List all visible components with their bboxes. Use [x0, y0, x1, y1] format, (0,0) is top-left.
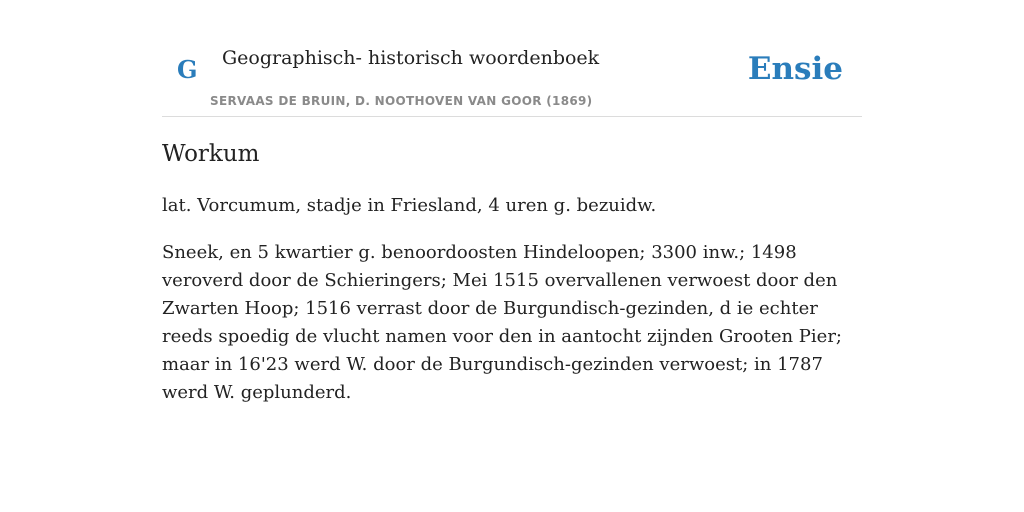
entry-title: Workum	[162, 141, 260, 167]
site-header	[162, 0, 862, 117]
entry-paragraph: lat. Vorcumum, stadje in Friesland, 4 uren g. bezuidw.	[162, 195, 657, 216]
entry-content	[162, 136, 862, 407]
book-title-link[interactable]: Geographisch- historisch woordenboek	[222, 47, 600, 69]
book-authors: SERVAAS DE BRUIN, D. NOOTHOVEN VAN GOOR (1869)	[210, 94, 593, 108]
ensie-brand-logo[interactable]: Ensie	[747, 51, 843, 87]
entry-paragraph: Sneek, en 5 kwartier g. benoordoosten Hindeloopen; 3300 inw.; 1498 veroverd door de Schieringers; Mei 1515 overvallenen verwoest door den Zwarten Hoop; 1516 verrast door de Burgundisch-gezinden, d ie echter reeds spoedig de vlucht namen voor den in aantocht zijnden Grooten Pier; maar in 16'23 werd W. door de Burgundisch-gezinden verwoest; in 1787 werd W. geplunderd.	[162, 242, 843, 403]
book-logo-link[interactable]: G	[177, 55, 198, 84]
